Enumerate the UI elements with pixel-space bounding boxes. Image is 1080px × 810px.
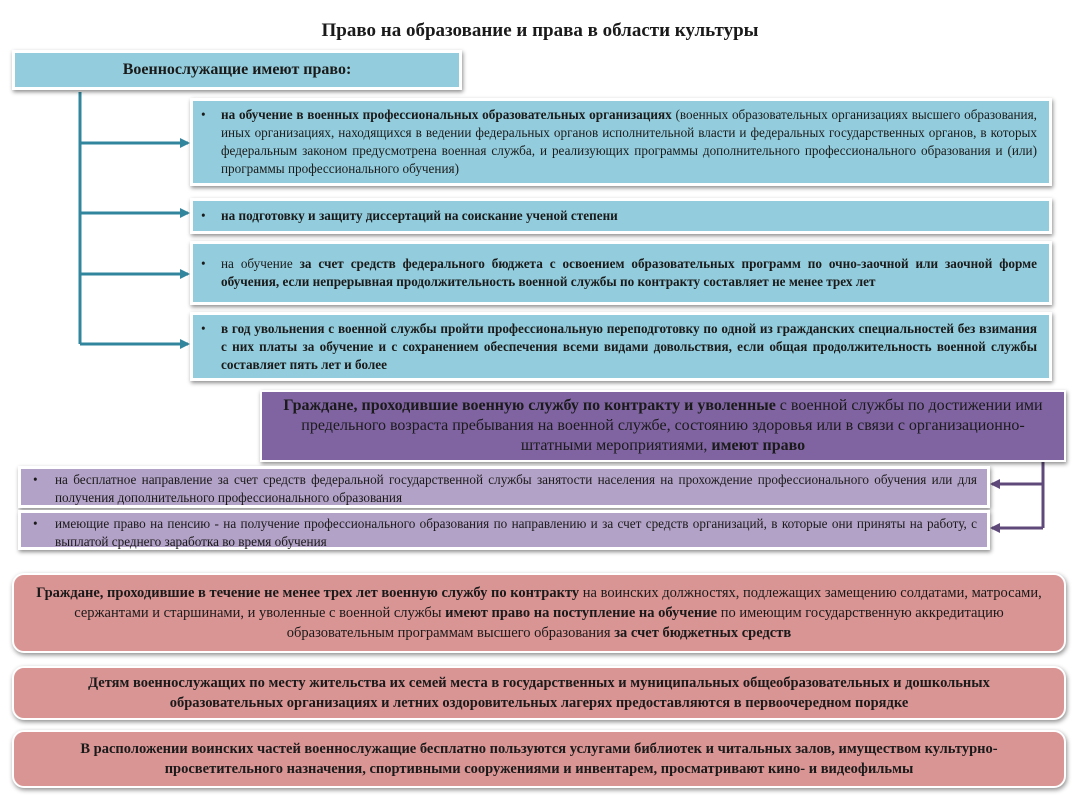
servicemen-heading: Военнослужащие имеют право: bbox=[122, 61, 352, 78]
servicemen-right-box-4 bbox=[190, 312, 1052, 381]
servicemen-right-box-1 bbox=[190, 98, 1052, 186]
contract-heading-end: имеют право bbox=[711, 437, 806, 454]
right-1-bold: на обучение в военных профессиональных образовательных организациях bbox=[221, 107, 672, 122]
pink-1-bold-3: за счет бюджетных средств bbox=[614, 625, 792, 641]
pink-box-3 bbox=[12, 730, 1066, 788]
pink-1-text-1: на воинских должностях, подлежащих замещению солдатами, матросами, сержантами и старшинами, и уволенные с военной службы bbox=[74, 585, 1042, 621]
bullet-icon: • bbox=[201, 208, 206, 223]
pink-1-bold-1: Граждане, проходившие в течение не менее трех лет военную службу по контракту bbox=[36, 585, 580, 601]
pink-box-1 bbox=[12, 573, 1066, 653]
right-1-text: (военных образовательных организациях высшего образования, иных организациях, находящихся в ведении федеральных органов исполнительной власти и федеральных государственных органов, в которых федеральным законом предусмотрена военная служба, и реализующих программы дополнительного профессионального образования и (или) программы профессионального обучения) bbox=[221, 107, 1037, 176]
right-3-text: на обучение bbox=[221, 256, 300, 271]
contract-right-2-text: имеющие право на пенсию - на получение профессионального образования по направлению и за счет средств организаций, в которые они приняты на работу, с выплатой среднего заработка во время обучения bbox=[55, 516, 977, 549]
pink-2-text: Детям военнослужащих по месту жительства их семей места в государственных и муниципальных общеобразовательных и дошкольных образовательных организациях и летних оздоровительных лагерях предоставляются в первоочередном порядке bbox=[88, 675, 990, 711]
pink-1-text-2: по имеющим государственную аккредитацию образовательным программам высшего образования bbox=[286, 605, 1004, 641]
page-title: Право на образование и права в области культуры bbox=[321, 20, 759, 41]
contract-heading-bold: Граждане, проходившие военную службу по контракту и уволенные bbox=[283, 397, 776, 414]
right-3-bold: за счет средств федерального бюджета с освоением образовательных программ по очно-заочной или заочной форме обучения, если непрерывная продолжительность военной службы по контракту составляет не менее трех лет bbox=[221, 256, 1037, 289]
contract-citizens-heading-box bbox=[260, 390, 1066, 462]
servicemen-right-box-3 bbox=[190, 241, 1052, 305]
bullet-icon: • bbox=[201, 256, 206, 271]
right-2-bold: на подготовку и защиту диссертаций на соискание ученой степени bbox=[221, 208, 618, 223]
bullet-icon: • bbox=[201, 320, 206, 336]
bullet-icon: • bbox=[33, 472, 38, 487]
pink-box-2 bbox=[12, 666, 1066, 720]
contract-right-box-2 bbox=[18, 510, 990, 550]
contract-right-1-text: на бесплатное направление за счет средств федеральной государственной службы занятости населения на прохождение профессионального обучения или для получения дополнительного профессионального образования bbox=[55, 472, 977, 505]
pink-1-bold-2: имеют право на поступление на обучение bbox=[445, 605, 718, 621]
servicemen-right-box-2 bbox=[190, 198, 1052, 234]
servicemen-heading-box bbox=[12, 50, 462, 90]
bullet-icon: • bbox=[201, 107, 206, 122]
bullet-icon: • bbox=[33, 516, 38, 531]
contract-right-box-1 bbox=[18, 466, 990, 508]
right-4-bold: в год увольнения с военной службы пройти профессиональную переподготовку по одной из гражданских специальностей без взимания с них платы за обучение и с сохранением обеспечения всеми видами довольствия, если общая продолжительность военной службы составляет пять лет и более bbox=[221, 320, 1037, 372]
pink-3-text: В расположении воинских частей военнослужащие бесплатно пользуются услугами библиотек и читальных залов, имуществом культурно-просветительного назначения, спортивными сооружениями и инвентарем, просматривают кино- и видеофильмы bbox=[80, 741, 998, 777]
contract-heading-text: с военной службы по достижении ими предельного возраста пребывания на военной службе, состоянию здоровья или в связи с организационно-штатными мероприятиями, bbox=[301, 397, 1043, 454]
